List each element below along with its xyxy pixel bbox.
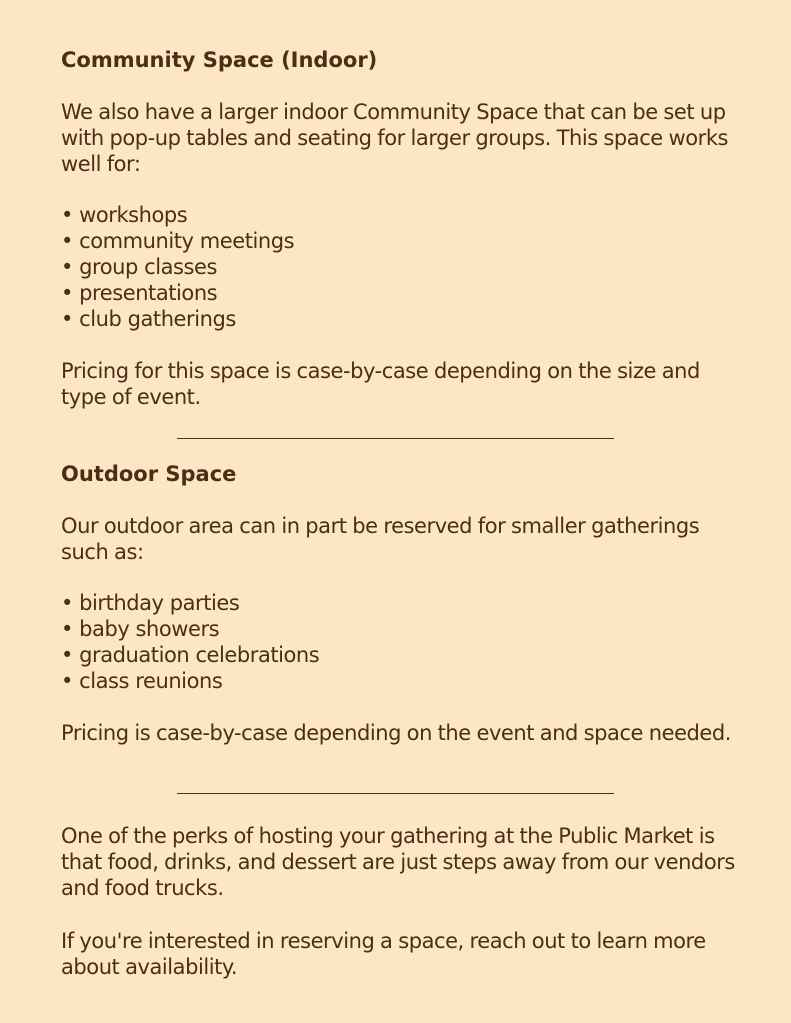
indoor-list: [61, 202, 741, 332]
outdoor-intro: Our outdoor area can in part be reserved for smaller gatherings such as:: [61, 514, 700, 564]
outdoor-list: [61, 590, 741, 694]
list-item: • graduation celebrations: [61, 643, 320, 667]
list-item: • baby showers: [61, 617, 220, 641]
list-item: • presentations: [61, 281, 218, 305]
contact-paragraph: If you're interested in reserving a space, reach out to learn more about availability.: [61, 929, 706, 979]
list-item: • class reunions: [61, 669, 223, 693]
outdoor-pricing: Pricing is case-by-case depending on the event and space needed.: [61, 721, 731, 745]
indoor-pricing: Pricing for this space is case-by-case depending on the size and type of event.: [61, 359, 700, 409]
list-item: • community meetings: [61, 229, 295, 253]
section-divider: [177, 438, 614, 439]
list-item: • workshops: [61, 203, 188, 227]
list-item: • club gatherings: [61, 307, 236, 331]
list-item: • group classes: [61, 255, 217, 279]
indoor-intro: We also have a larger indoor Community Space that can be set up with pop-up tables and seating for larger groups. This space works well for:: [61, 100, 729, 176]
indoor-heading: Community Space (Indoor): [61, 48, 378, 72]
section-divider: [177, 793, 614, 794]
outdoor-heading: Outdoor Space: [61, 462, 237, 486]
list-item: • birthday parties: [61, 591, 240, 615]
perks-paragraph: One of the perks of hosting your gathering at the Public Market is that food, drinks, and dessert are just steps away from our vendors and food trucks.: [61, 824, 735, 900]
